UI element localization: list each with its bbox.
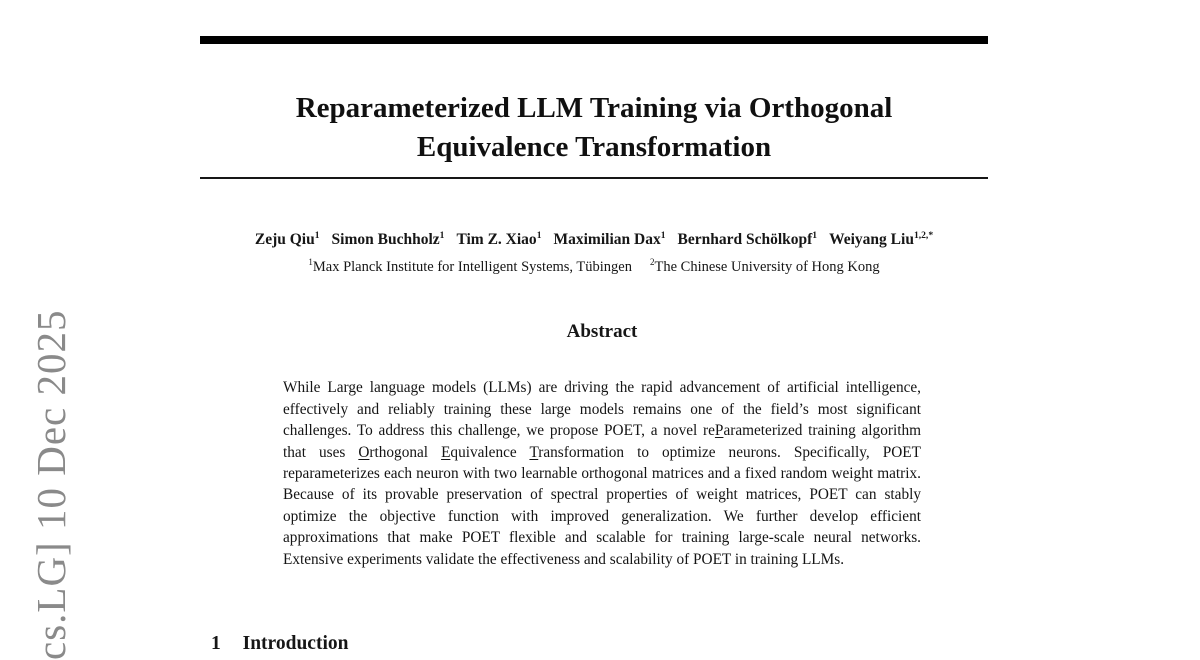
title-rule-bottom	[200, 177, 988, 179]
affiliation: $^1$Max Planck Institute for Intelligent Systems, Tübingen	[308, 257, 632, 275]
affiliation-list	[150, 259, 1038, 276]
arxiv-watermark: cs.LG] 10 Dec 2025	[28, 309, 74, 660]
author: Maximilian Dax$^1$	[553, 229, 666, 248]
paper-title-line1: Reparameterized LLM Training via Orthogonal	[295, 92, 893, 125]
author: Simon Buchholz$^1$	[331, 229, 445, 248]
affiliation: $^2$The Chinese University of Hong Kong	[649, 257, 880, 275]
section-heading-introduction	[211, 633, 348, 655]
title-rule-top	[200, 36, 988, 44]
underlined-letter: O	[358, 443, 370, 461]
author-list	[150, 231, 1038, 249]
abstract-segment: ransformation to optimize neurons. Specifically, POET reparameterizes each neuron with two learnable orthogonal matrices and a fixed random weight matrix. Because of its provable preservation of spectral properties of weight matrices, POET can stably optimize the objective function with improved generalization. We further develop efficient approximations that make POET flexible and scalable for training large-scale neural networks. Extensive experiments validate the effectiveness and scalability of POET in training LLMs.	[283, 443, 921, 568]
author: Tim Z. Xiao$^1$	[456, 229, 542, 248]
abstract-heading: Abstract	[566, 321, 638, 342]
paper-title	[200, 89, 988, 167]
underlined-letter: E	[441, 443, 451, 461]
section-title: Introduction	[242, 633, 349, 654]
abstract-segment: While Large language models (LLMs) are driving the rapid advancement of artificial intelligence, effectively and reliably training these large models remains one of the field’s most significant challenges. To address this challenge, we propose POET, a novel re	[283, 379, 921, 440]
author: Zeju Qiu$^1$	[254, 229, 320, 248]
abstract-segment: rthogonal	[369, 443, 442, 461]
underlined-letter: T	[529, 443, 539, 461]
abstract-segment: quivalence	[450, 443, 530, 461]
underlined-letter: P	[714, 422, 724, 440]
abstract-text	[283, 377, 921, 570]
author: Bernhard Schölkopf$^1$	[677, 229, 818, 248]
section-number: 1	[211, 633, 221, 654]
abstract-segment: arameterized training algorithm that uses	[283, 422, 921, 461]
author: Weiyang Liu$^{1,2,*}$	[829, 229, 934, 248]
paper-title-line2: Equivalence Transformation	[416, 131, 772, 164]
